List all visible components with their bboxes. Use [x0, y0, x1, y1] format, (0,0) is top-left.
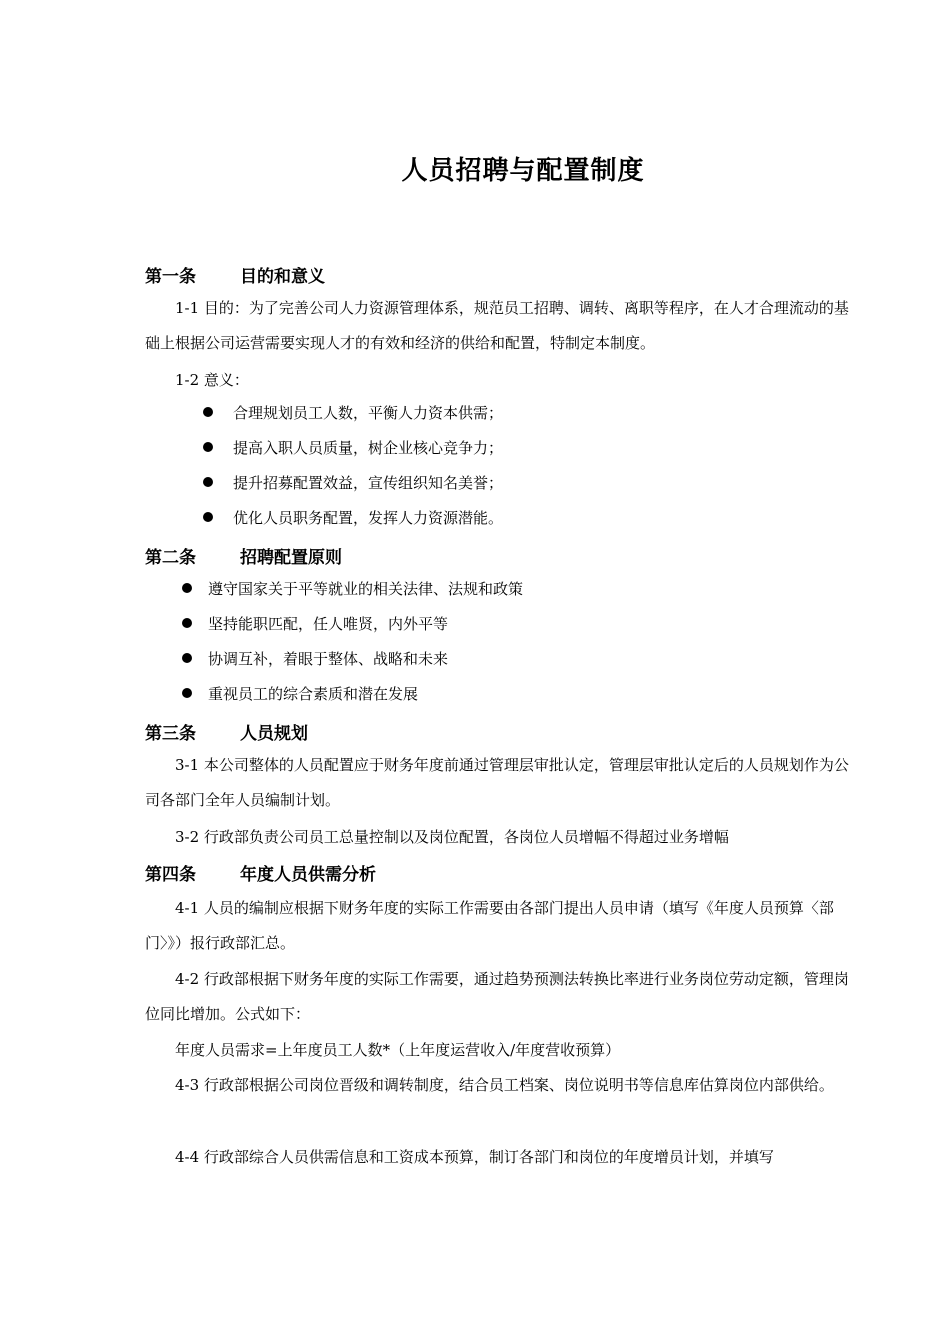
- section-heading: [145, 860, 376, 885]
- section-number: 第三条: [145, 724, 196, 744]
- list-item: 提高入职人员质量，树企业核心竞争力；: [203, 437, 503, 458]
- section-title: 年度人员供需分析: [240, 865, 376, 885]
- list-item: 坚持能职匹配，任人唯贤，内外平等: [182, 613, 448, 634]
- paragraph: 1-1 目的：为了完善公司人力资源管理体系，规范员工招聘、调转、离职等程序，在人才合理流动的基础上根据公司运营需要实现人才的有效和经济的供给和配置，特制定本制度。: [145, 299, 849, 352]
- list-item: 优化人员职务配置，发挥人力资源潜能。: [203, 507, 503, 528]
- paragraph: 3-2 行政部负责公司员工总量控制以及岗位配置，各岗位人员增幅不得超过业务增幅: [175, 828, 729, 846]
- formula: 年度人员需求=上年度员工人数*（上年度运营收入/年度营收预算）: [175, 1041, 621, 1059]
- bullet-icon: [182, 618, 192, 628]
- document-title: 人员招聘与配置制度: [401, 156, 645, 186]
- section-heading: [145, 719, 308, 744]
- paragraph: 1-2 意义：: [175, 371, 249, 389]
- bullet-icon: [182, 653, 192, 663]
- bullet-icon: [203, 442, 213, 452]
- list-item: 遵守国家关于平等就业的相关法律、法规和政策: [182, 578, 523, 599]
- section-number: 第四条: [145, 865, 196, 885]
- paragraph: 4-1 人员的编制应根据下财务年度的实际工作需要由各部门提出人员申请（填写《年度人员预算〈部门〉》）报行政部汇总。: [145, 899, 834, 952]
- bullet-icon: [203, 512, 213, 522]
- list-item: 合理规划员工人数，平衡人力资本供需；: [203, 402, 503, 423]
- list-item: 协调互补，着眼于整体、战略和未来: [182, 648, 448, 669]
- section-heading: [145, 543, 342, 568]
- bullet-icon: [182, 688, 192, 698]
- list-item: 重视员工的综合素质和潜在发展: [182, 683, 418, 704]
- section-heading: [145, 262, 325, 287]
- paragraph: 4-3 行政部根据公司岗位晋级和调转制度，结合员工档案、岗位说明书等信息库估算岗位内部供给。: [175, 1076, 834, 1094]
- bullet-icon: [203, 407, 213, 417]
- bullet-icon: [203, 477, 213, 487]
- section-number: 第二条: [145, 548, 196, 568]
- section-number: 第一条: [145, 267, 196, 287]
- paragraph: 4-4 行政部综合人员供需信息和工资成本预算，制订各部门和岗位的年度增员计划，并填写: [175, 1148, 774, 1166]
- section-title: 招聘配置原则: [240, 548, 342, 568]
- paragraph: 4-2 行政部根据下财务年度的实际工作需要，通过趋势预测法转换比率进行业务岗位劳动定额，管理岗位同比增加。公式如下：: [145, 970, 849, 1023]
- section-title: 人员规划: [240, 724, 308, 744]
- list-item: 提升招募配置效益，宣传组织知名美誉；: [203, 472, 503, 493]
- section-title: 目的和意义: [240, 267, 325, 287]
- bullet-icon: [182, 583, 192, 593]
- paragraph: 3-1 本公司整体的人员配置应于财务年度前通过管理层审批认定，管理层审批认定后的人员规划作为公司各部门全年人员编制计划。: [145, 756, 849, 809]
